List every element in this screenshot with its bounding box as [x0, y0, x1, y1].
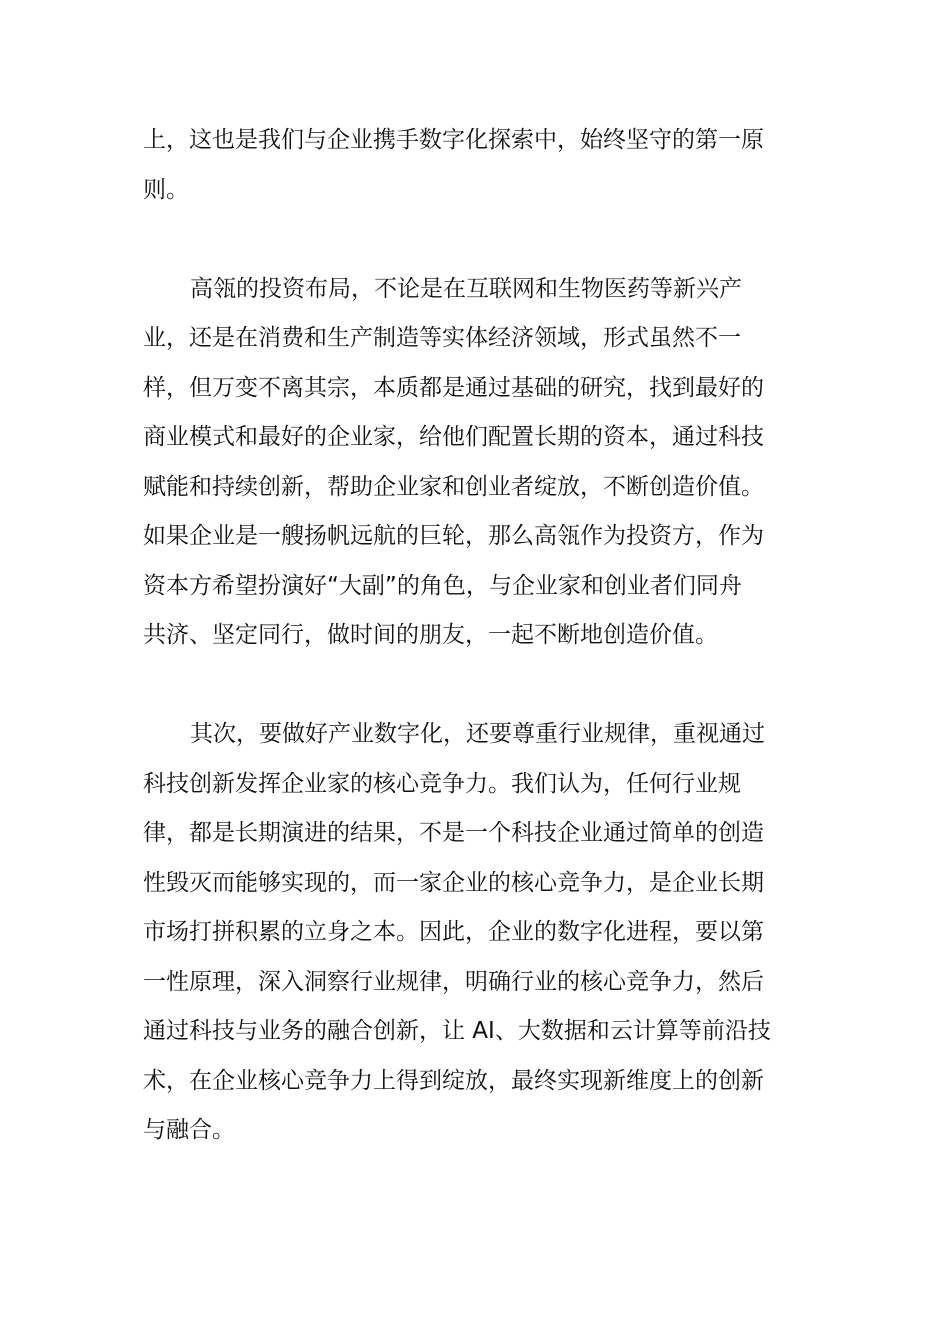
text-line: 术，在企业核心竞争力上得到绽放，最终实现新维度上的创新 [143, 1067, 764, 1094]
text-line: 资本方希望扮演好“大副”的角色，与企业家和创业者们同舟 [143, 572, 742, 599]
text-line: 如果企业是一艘扬帆远航的巨轮，那么高瓴作为投资方，作为 [143, 523, 764, 549]
text-line: 则。 [143, 176, 189, 203]
text-line: 业，还是在消费和生产制造等实体经济领域，形式虽然不一 [143, 325, 741, 351]
paragraph-gap [143, 215, 807, 265]
text-line: 其次，要做好产业数字化，还要尊重行业规律，重视通过 [190, 721, 765, 747]
text-line: 样，但万变不离其宗，本质都是通过基础的研究，找到最好的 [143, 374, 764, 401]
paragraph-2 [143, 265, 807, 661]
text-line: 律，都是长期演进的结果，不是一个科技企业通过简单的创造 [143, 820, 764, 846]
paragraph-3 [143, 710, 807, 1156]
document-body [143, 116, 807, 1156]
text-line: 市场打拼积累的立身之本。因此，企业的数字化进程，要以第 [143, 919, 764, 945]
text-line: 高瓴的投资布局，不论是在互联网和生物医药等新兴产 [190, 275, 742, 302]
text-line: 一性原理，深入洞察行业规律，明确行业的核心竞争力，然后 [143, 968, 764, 995]
text-line: 赋能和持续创新，帮助企业家和创业者绽放，不断创造价值。 [143, 473, 764, 500]
text-line: 科技创新发挥企业家的核心竞争力。我们认为，任何行业规 [143, 770, 741, 797]
text-line: 商业模式和最好的企业家，给他们配置长期的资本，通过科技 [143, 424, 764, 450]
text-line: 与融合。 [143, 1117, 235, 1143]
paragraph-1 [143, 116, 807, 215]
text-line: 共济、坚定同行，做时间的朋友，一起不断地创造价值。 [143, 622, 718, 648]
text-line: 性毁灭而能够实现的，而一家企业的核心竞争力，是企业长期 [143, 869, 764, 896]
paragraph-gap [143, 661, 807, 711]
text-line: 上，这也是我们与企业携手数字化探索中，始终坚守的第一原 [143, 127, 764, 153]
text-line: 通过科技与业务的融合创新，让 AI、大数据和云计算等前沿技 [143, 1018, 771, 1044]
